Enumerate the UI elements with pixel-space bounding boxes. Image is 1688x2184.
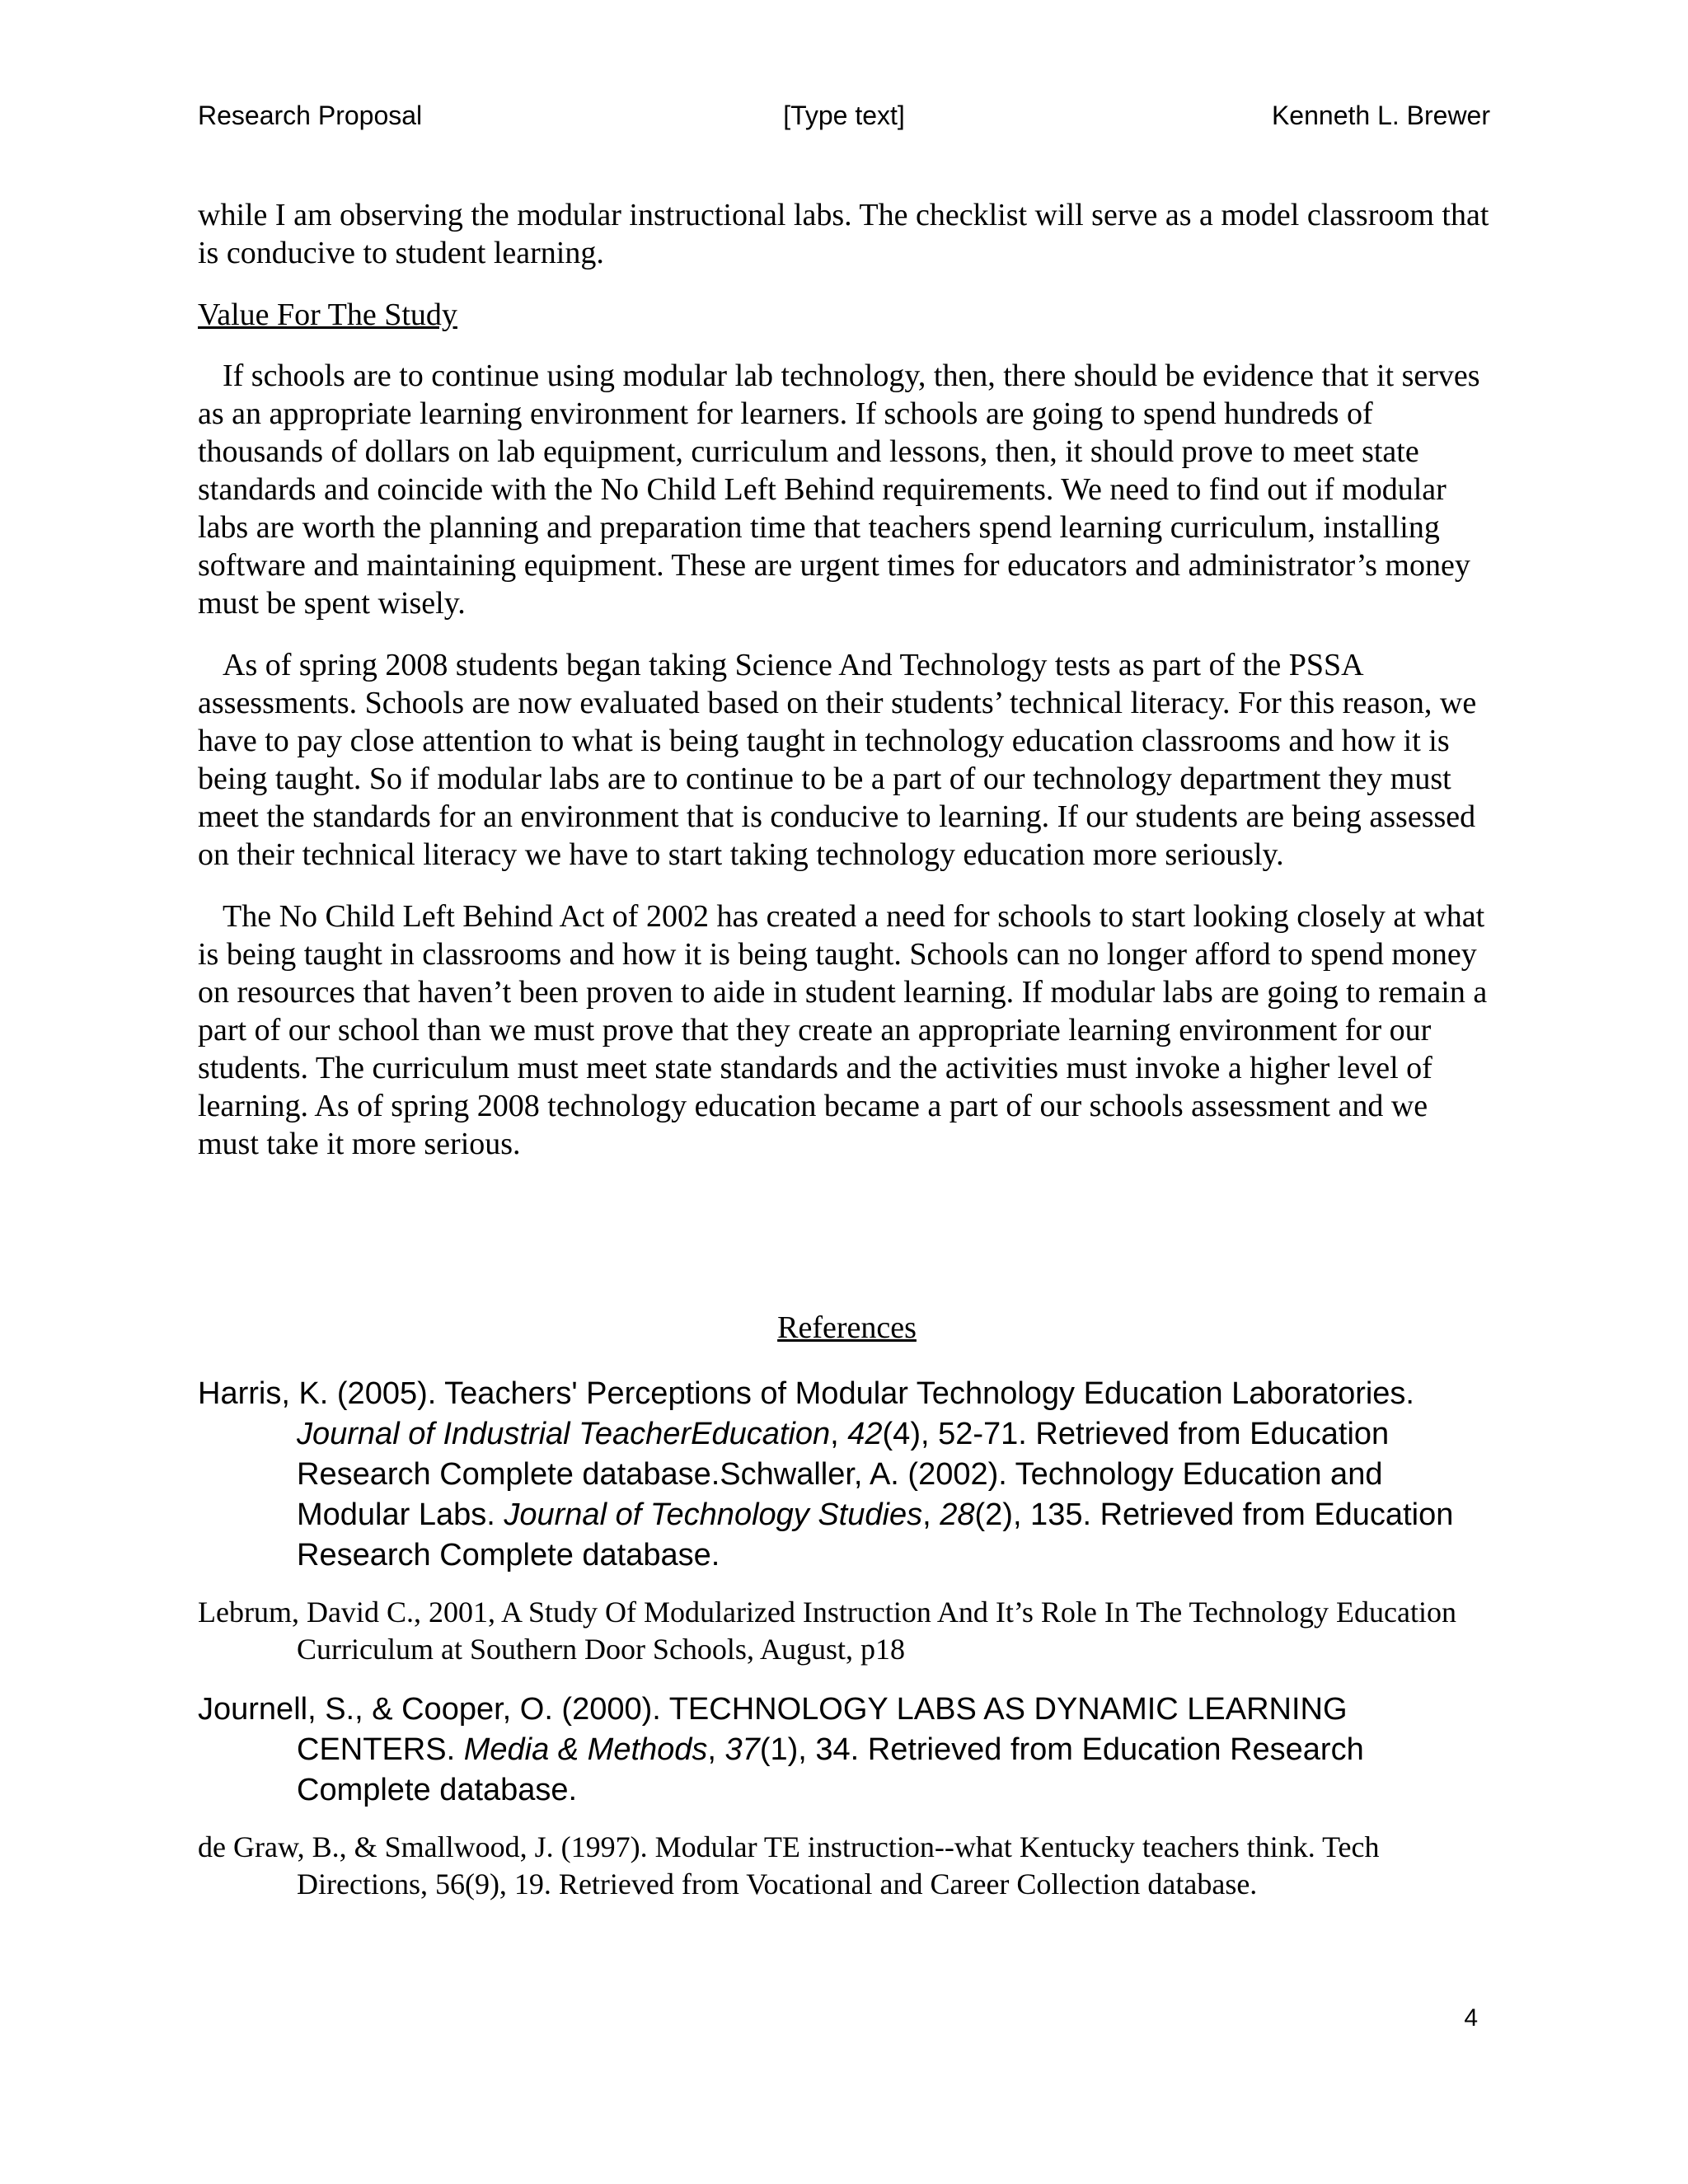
body-paragraph: As of spring 2008 students began taking Science And Technology tests as part of the PSSA assessments. Schools are now evaluated based on their students’ technical literacy. For this reason, we have to pay close attention to what is being taught in technology education classrooms and how it is being taught. So if modular labs are to continue to be a part of our technology department they must meet the standards for an environment that is conducive to learning. If our students are being assessed on their technical literacy we have to start taking technology education more seriously.	[198, 648, 1477, 872]
reference-volume: 42	[847, 1417, 883, 1451]
references-list	[198, 1374, 1496, 1903]
header-center-text: [Type text]	[783, 101, 905, 130]
reference-text: (2), 135. Retrieved from Education Research Complete database.	[297, 1497, 1454, 1572]
section-heading: Value For The Study	[198, 298, 457, 332]
reference-entry	[198, 1374, 1496, 1576]
reference-volume: 28	[940, 1497, 975, 1532]
reference-journal: Journal of Industrial TeacherEducation	[297, 1417, 831, 1451]
page-header	[198, 101, 1490, 137]
reference-text: (4), 52-71. Retrieved from Education Research Complete database.Schwaller, A. (2002). Technology Education and Modular Labs.	[297, 1417, 1390, 1532]
header-right-text: Kenneth L. Brewer	[1271, 101, 1490, 130]
body-text	[198, 196, 1496, 1187]
reference-text: ,	[830, 1417, 848, 1451]
reference-text: Harris, K. (2005). Teachers' Perceptions of Modular Technology Education Laboratories.	[198, 1376, 1414, 1411]
page-number: 4	[1464, 2004, 1478, 2032]
reference-journal: Journal of Technology Studies	[504, 1497, 923, 1532]
reference-entry: de Graw, B., & Smallwood, J. (1997). Modular TE instruction--what Kentucky teachers think. Tech Directions, 56(9), 19. Retrieved from Vocational and Career Collection database.	[198, 1830, 1380, 1900]
body-paragraph: The No Child Left Behind Act of 2002 has created a need for schools to start looking closely at what is being taught in classrooms and how it is being taught. Schools can no longer afford to spend money on resources that haven’t been proven to aide in student learning. If modular labs are going to remain a part of our school than we must prove that they create an appropriate learning environment for our students. The curriculum must meet state standards and the activities must invoke a higher level of learning. As of spring 2008 technology education became a part of our schools assessment and we must take it more serious.	[198, 899, 1488, 1161]
reference-text: ,	[922, 1497, 940, 1532]
reference-text: ,	[707, 1732, 725, 1767]
reference-volume: 37	[724, 1732, 760, 1767]
reference-entry: Lebrum, David C., 2001, A Study Of Modularized Instruction And It’s Role In The Technology Education Curriculum at Southern Door Schools, August, p18	[198, 1596, 1456, 1666]
references-title: References	[777, 1310, 917, 1345]
reference-text: (1), 34. Retrieved from Education Research Complete database.	[297, 1732, 1364, 1807]
reference-entry	[198, 1690, 1496, 1811]
continuation-paragraph: while I am observing the modular instructional labs. The checklist will serve as a model classroom that is conducive to student learning.	[198, 198, 1489, 270]
body-paragraph: If schools are to continue using modular lab technology, then, there should be evidence that it serves as an appropriate learning environment for learners. If schools are going to spend hundreds of thousands of dollars on lab equipment, curriculum and lessons, then, it should prove to meet state standards and coincide with the No Child Left Behind requirements. We need to find out if modular labs are worth the planning and preparation time that teachers spend learning curriculum, installing software and maintaining equipment. These are urgent times for educators and administrator’s money must be spent wisely.	[198, 359, 1480, 621]
header-left-text: Research Proposal	[198, 101, 423, 130]
reference-journal: Media & Methods	[463, 1732, 708, 1767]
reference-text: Journell, S., & Cooper, O. (2000). TECHNOLOGY LABS AS DYNAMIC LEARNING CENTERS.	[198, 1692, 1348, 1767]
